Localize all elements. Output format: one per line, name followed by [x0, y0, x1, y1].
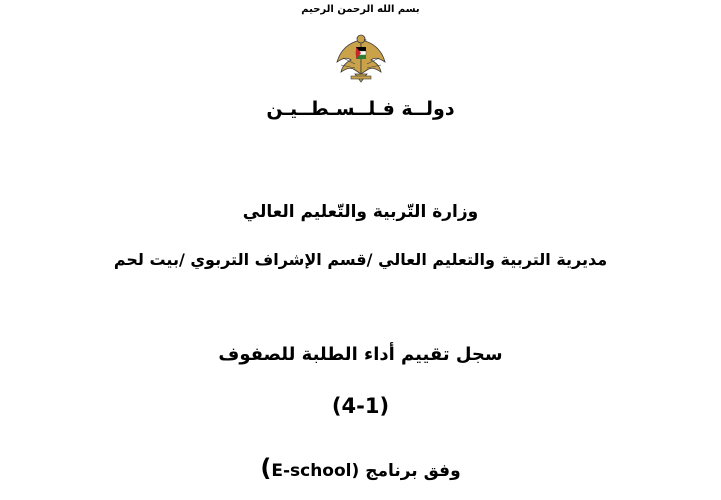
program-open-paren: (	[260, 454, 272, 482]
record-title-heading: سجل تقييم أداء الطلبة للصفوف	[218, 344, 503, 365]
palestine-eagle-emblem-icon	[333, 30, 389, 86]
basmala-text: بسم الله الرحمن الرحيم	[301, 4, 420, 15]
program-close-paren: )	[351, 461, 360, 481]
state-name-heading: دولــة فـلــسـطــيـن	[266, 98, 455, 120]
grades-range-label: (4-1)	[331, 394, 390, 418]
ministry-heading: وزارة التّربية والتّعليم العالي	[242, 202, 479, 222]
program-name-group	[260, 454, 360, 482]
program-prefix-text: وفق برنامج	[365, 461, 461, 481]
program-name-text: E-school	[271, 461, 352, 481]
directorate-heading: مديرية التربية والتعليم العالي /قسم الإشراف التربوي /بيت لحم	[113, 250, 608, 269]
program-line	[0, 454, 721, 482]
